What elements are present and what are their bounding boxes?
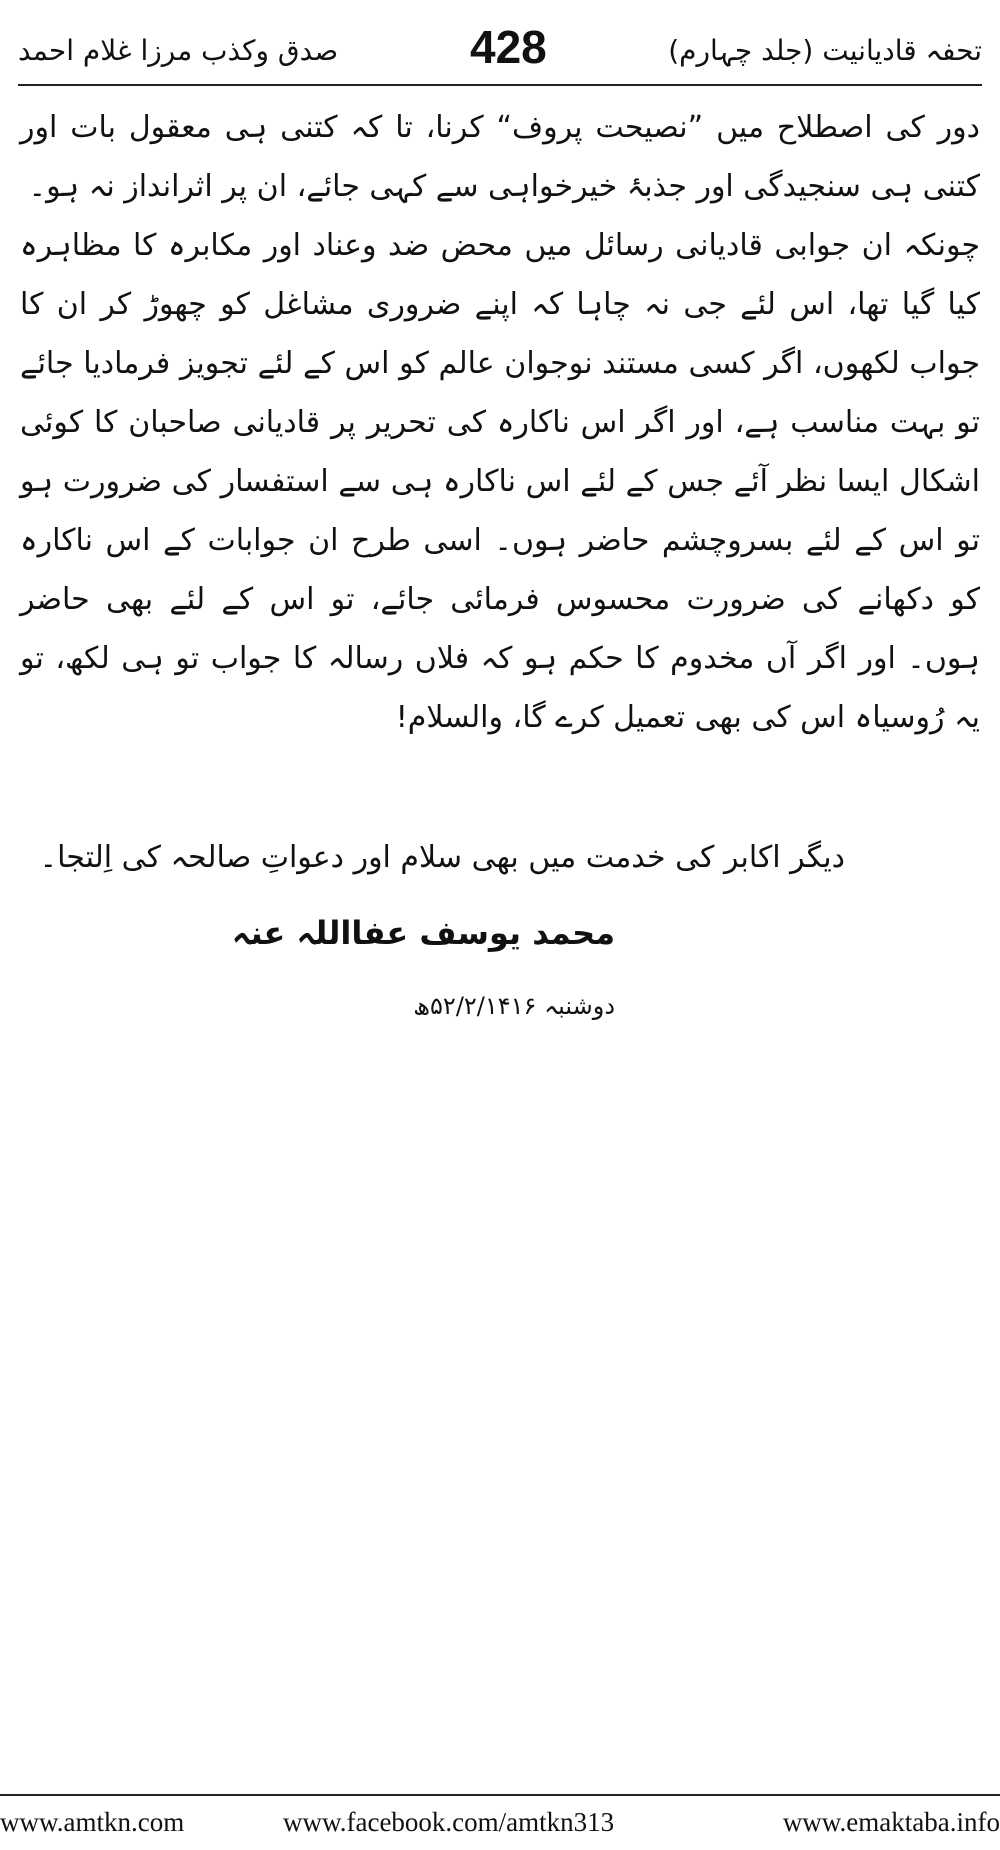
book-title: تحفہ قادیانیت (جلد چہارم) — [668, 34, 982, 67]
footer-link-facebook[interactable]: www.facebook.com/amtkn313 — [283, 1807, 615, 1837]
paragraph-1: دور کی اصطلاح میں ”نصیحت پروف“ کرنا، تا کہ کتنی ہی معقول بات اور کتنی ہی سنجیدگی اور جذبۂ خیرخواہی سے کہی جائے، ان پر اثرانداز نہ ہو۔ — [20, 110, 980, 204]
page-header — [18, 20, 982, 84]
main-text — [20, 98, 980, 747]
page-footer — [0, 1804, 1000, 1844]
footer-link-amtkn[interactable]: www.amtkn.com — [0, 1807, 185, 1837]
footer-link-emaktaba[interactable]: www.emaktaba.info — [782, 1807, 1000, 1837]
closing-line: دیگر اکابر کی خدمت میں بھی سلام اور دعواتِ صالحہ کی اِلتجا۔ — [39, 840, 845, 875]
chapter-title: صدق وکذب مرزا غلام احمد — [18, 34, 339, 67]
paragraph-2: چونکہ ان جوابی قادیانی رسائل میں محض ضد وعناد اور مکابرہ کا مظاہرہ کیا گیا تھا، اس لئے جی نہ چاہا کہ اپنے ضروری مشاغل کو چھوڑ کر ان کا جواب لکھوں، اگر کسی مستند نوجوان عالم کو اس کے لئے تجویز فرمادیا جائے تو بہت مناسب ہے، اور اگر اس ناکارہ کی تحریر پر قادیانی صاحبان کا کوئی اشکال ایسا نظر آئے جس کے لئے اس ناکارہ ہی سے استفسار کی ضرورت ہو تو اس کے لئے بسروچشم حاضر ہوں۔ اسی طرح ان جوابات کے اس ناکارہ کو دکھانے کی ضرورت محسوس فرمائی جائے، تو اس کے لئے بھی حاضر ہوں۔ اور اگر آں مخدوم کا حکم ہو کہ فلاں رسالہ کا جواب تو ہی لکھ، تو یہ رُوسیاہ اس کی بھی تعمیل کرے گا، والسلام! — [20, 228, 980, 735]
page-number: 428 — [470, 21, 547, 73]
letter-date: دوشنبہ ۵۲/۲/۱۴۱۶ھ — [413, 992, 615, 1020]
footer-divider — [0, 1794, 1000, 1796]
signature: محمد یوسف عفااللہ عنہ — [231, 914, 615, 952]
header-divider — [18, 84, 982, 86]
